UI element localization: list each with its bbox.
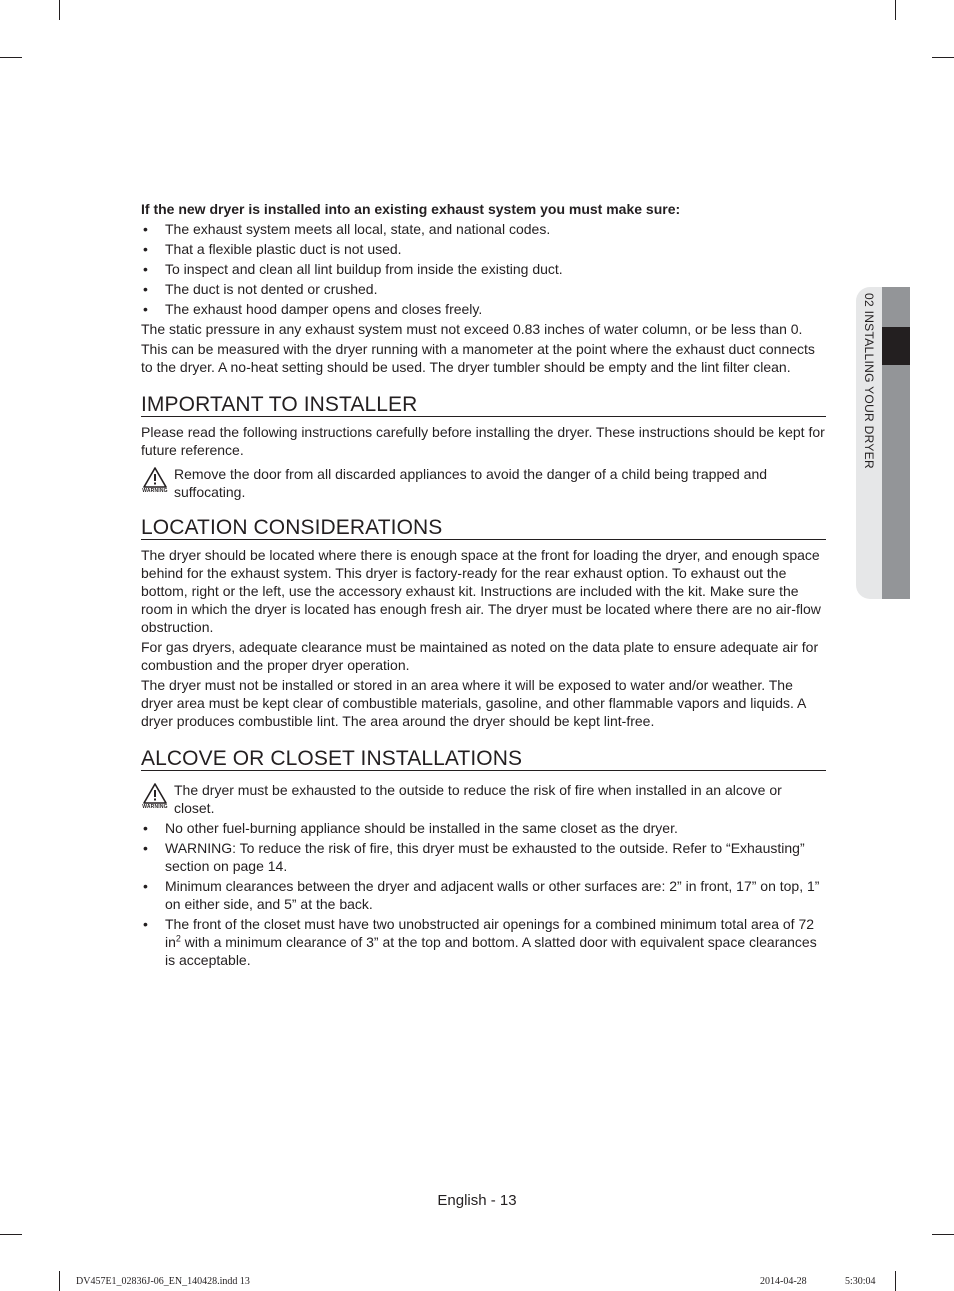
list-item (141, 819, 826, 837)
crop-mark (59, 1271, 60, 1291)
list-item-text: The exhaust system meets all local, state, and national codes. (165, 221, 551, 237)
footer-date: 2014-04-28 (760, 1276, 807, 1287)
crop-mark (0, 1234, 22, 1235)
bullet-glyph: • (143, 878, 148, 894)
side-tab-label: 02 INSTALLING YOUR DRYER (862, 293, 876, 469)
crop-mark (932, 1234, 954, 1235)
bullet-glyph: • (143, 221, 148, 237)
page-number: English - 13 (437, 1192, 517, 1209)
warning-label: WARNING (142, 488, 168, 494)
warning-text: Remove the door from all discarded appliances to avoid the danger of a child being trapped and suffocating. (174, 466, 768, 500)
bullet-glyph: • (143, 916, 148, 932)
list-item (141, 839, 826, 875)
location-text-1: The dryer should be located where there is enough space at the front for loading the dryer, and enough space behind for the exhaust system. This dryer is factory-ready for the rear exhaust option. To exhaust out the bottom, right or the left, use the accessory exhaust kit. Instructions are included with the kit. Make sure the room in which the dryer is located has enough fresh air. The dryer must be located where there are no air-flow obstruction. (141, 547, 821, 635)
warning-triangle-icon (141, 783, 169, 810)
list-item-text: No other fuel-burning appliance should be installed in the same closet as the dryer. (165, 820, 678, 836)
alcove-bullets (141, 819, 826, 969)
list-item-text: The front of the closet must have two unobstructed air openings for a combined minimum total area of 72 in (165, 916, 815, 950)
footer-filename: DV457E1_02836J-06_EN_140428.indd 13 (76, 1276, 250, 1287)
crop-mark (895, 0, 896, 20)
list-item-text: The duct is not dented or crushed. (165, 281, 378, 297)
list-item (141, 220, 826, 238)
list-item-text: The exhaust hood damper opens and closes freely. (165, 301, 483, 317)
bullet-glyph: • (143, 840, 148, 856)
list-item (141, 300, 826, 318)
footer-time: 5:30:04 (845, 1276, 876, 1287)
list-item (141, 260, 826, 278)
bullet-glyph: • (143, 241, 148, 257)
list-item-text: ” section on page (165, 840, 805, 874)
list-item-text: WARNING: To reduce the risk of fire, this dryer must be exhausted to the outside. Refer to “ (165, 840, 731, 856)
page-content (141, 200, 826, 971)
superscript: 2 (175, 933, 181, 944)
list-item (141, 280, 826, 298)
exhausting-reference: Exhausting (730, 840, 800, 856)
warning-text: The dryer must be exhausted to the outside to reduce the risk of fire when installed in an alcove or closet. (174, 782, 782, 816)
location-text-2: For gas dryers, adequate clearance must be maintained as noted on the data plate to ensure adequate air for combustion and the proper dryer operation. (141, 639, 819, 673)
list-item-text: Minimum clearances between the dryer and adjacent walls or other surfaces are: 2” in front, 17” on top, 1” on either side, and 5” at the back. (165, 878, 820, 912)
manometer-text: This can be measured with the dryer running with a manometer at the point where the exhaust duct connects to the dryer. A no-heat setting should be used. The dryer tumbler should be empty and the lint filter clean. (141, 341, 815, 375)
bullet-glyph: • (143, 301, 148, 317)
alcove-heading: ALCOVE OR CLOSET INSTALLATIONS (141, 750, 826, 771)
static-pressure-text: The static pressure in any exhaust system must not exceed 0.83 inches of water column, or be less than 0. (141, 321, 803, 337)
list-item-text: with a minimum clearance of 3” at the top and bottom. A slatted door with equivalent space clearances is acceptable. (165, 934, 817, 968)
crop-mark (0, 57, 22, 58)
crop-mark (59, 0, 60, 20)
bullet-glyph: • (143, 261, 148, 277)
warning-triangle-icon (141, 467, 169, 494)
list-item-text: To inspect and clean all lint buildup from inside the existing duct. (165, 261, 563, 277)
intro-lead: If the new dryer is installed into an existing exhaust system you must make sure: (141, 201, 681, 217)
list-item (141, 877, 826, 913)
list-item-text: That a flexible plastic duct is not used. (165, 241, 402, 257)
alcove-warning (141, 781, 826, 817)
warning-label: WARNING (142, 804, 168, 810)
intro-bullets (141, 220, 826, 318)
installer-text: Please read the following instructions carefully before installing the dryer. These instructions should be kept for future reference. (141, 424, 825, 458)
crop-mark (932, 57, 954, 58)
list-item-text: . (283, 858, 288, 874)
bullet-glyph: • (143, 820, 148, 836)
location-heading: LOCATION CONSIDERATIONS (141, 519, 826, 540)
list-item (141, 915, 826, 969)
side-tab-marker (882, 327, 910, 365)
bullet-glyph: • (143, 281, 148, 297)
list-item (141, 240, 826, 258)
page-reference: 14 (267, 858, 284, 874)
installer-warning (141, 465, 826, 501)
crop-mark (895, 1271, 896, 1291)
location-text-3: The dryer must not be installed or stored in an area where it will be exposed to water and/or weather. The dryer area must be kept clear of combustible materials, gasoline, and other flammable vapors and liquids. A dryer produces combustible lint. The area around the dryer should be kept lint-free. (141, 677, 806, 729)
installer-heading: IMPORTANT TO INSTALLER (141, 396, 826, 417)
